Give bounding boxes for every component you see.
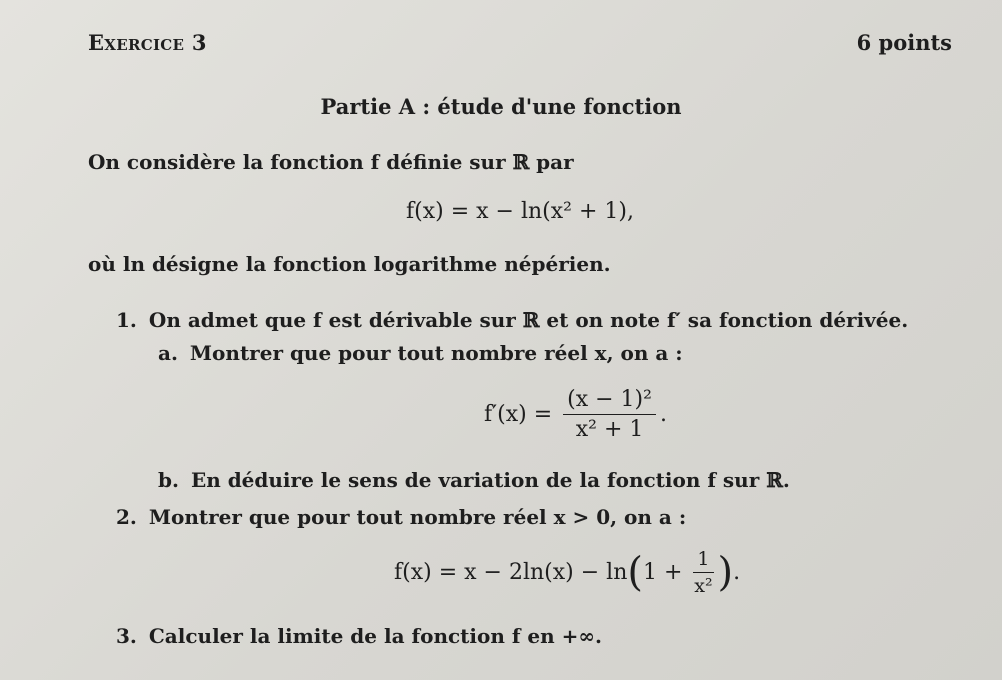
exercise-title: Exercice 3	[88, 30, 207, 55]
question-1	[116, 308, 908, 332]
intro-text: On considère la fonction f définie sur ℝ par	[88, 150, 574, 174]
question-3	[116, 624, 602, 648]
ln-note: où ln désigne la fonction logarithme népérien.	[88, 252, 611, 276]
rewritten-denominator: x²	[694, 575, 713, 597]
derivative-end: .	[659, 402, 667, 427]
derivative-fraction	[563, 387, 656, 442]
equation-rhs: = x − ln(x² + 1),	[450, 199, 634, 224]
rewritten-lhs: f(x) = x − 2ln(x) − ln	[394, 560, 628, 585]
question-1a	[158, 341, 683, 365]
rewritten-fraction	[693, 548, 713, 597]
question-1b-label: b.	[158, 468, 179, 492]
question-3-text: Calculer la limite de la fonction f en +∞.	[148, 624, 603, 648]
right-paren: )	[717, 549, 734, 596]
left-paren: (	[627, 549, 643, 596]
rewritten-equation	[394, 548, 740, 597]
question-3-number: 3.	[116, 624, 137, 648]
question-1-number: 1.	[116, 308, 137, 332]
rewritten-inner: 1 +	[642, 560, 683, 585]
equation-lhs: f(x)	[406, 199, 444, 224]
question-2-text: Montrer que pour tout nombre réel x > 0, on a :	[148, 505, 687, 529]
question-1b	[158, 468, 790, 492]
derivative-equation	[484, 387, 667, 442]
question-1b-text: En déduire le sens de variation de la fonction f sur ℝ.	[190, 468, 790, 492]
question-1-text: On admet que f est dérivable sur ℝ et on note f′ sa fonction dérivée.	[148, 308, 909, 332]
derivative-lhs: f′(x) =	[484, 402, 553, 427]
derivative-numerator: (x − 1)²	[563, 387, 656, 415]
question-1a-label: a.	[158, 341, 178, 365]
rewritten-end: .	[733, 560, 741, 585]
question-2-number: 2.	[116, 505, 137, 529]
rewritten-numerator: 1	[693, 548, 713, 573]
derivative-denominator: x² + 1	[575, 417, 644, 442]
function-definition	[406, 199, 634, 224]
question-2	[116, 505, 686, 529]
exercise-points: 6 points	[856, 30, 952, 55]
section-title: Partie A : étude d'une fonction	[320, 94, 682, 119]
question-1a-text: Montrer que pour tout nombre réel x, on a :	[189, 341, 683, 365]
